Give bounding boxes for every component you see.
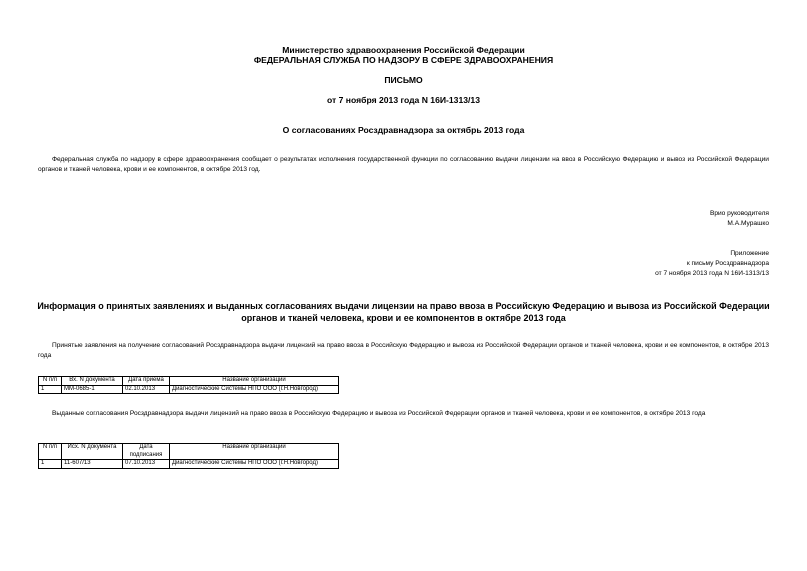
table-header-row — [39, 444, 339, 460]
table-cell: 1 — [39, 460, 62, 469]
column-header: Исх. N документа — [62, 444, 123, 460]
section1-paragraph: Принятые заявления на получение согласований Росздравнадзора выдачи лицензий на право ввоза в Российскую Федерацию и вывоза из Российской Федерации органов и тканей человека, крови и ее компонентов, в октябре 2013 года — [38, 342, 769, 359]
table-cell: Диагностические Системы НПО ООО (г.Н.Новгород) — [170, 460, 339, 469]
column-header: N п/п — [39, 444, 62, 460]
appendix-label: Приложение — [730, 250, 769, 257]
ministry-name: Министерство здравоохранения Российской Федерации — [282, 45, 525, 55]
column-header: Дата приема — [123, 377, 170, 386]
table-cell: 1 — [39, 385, 62, 394]
table-row — [39, 385, 339, 394]
column-header: Название организации — [170, 444, 339, 460]
table-cell: ММ-0685-1 — [62, 385, 123, 394]
info-title-line-1: Информация о принятых заявлениях и выданных согласованиях выдачи лицензии на право ввоза в Российскую Федерацию и вывоза из Российской Федерации — [37, 301, 770, 311]
table-cell: 02.10.2013 — [123, 385, 170, 394]
table-cell: 11-607/13 — [62, 460, 123, 469]
appendix-to-letter: к письму Росздравнадзора — [686, 260, 769, 267]
column-header: N п/п — [39, 377, 62, 386]
service-name: ФЕДЕРАЛЬНАЯ СЛУЖБА ПО НАДЗОРУ В СФЕРЕ ЗДРАВООХРАНЕНИЯ — [253, 55, 554, 65]
table-header-row — [39, 377, 339, 386]
table-cell: Диагностические Системы НПО ООО (г.Н.Новгород) — [170, 385, 339, 394]
document-type: ПИСЬМО — [384, 75, 423, 85]
document-subject: О согласованиях Росздравнадзора за октябрь 2013 года — [282, 125, 525, 135]
column-header: Название организации — [170, 377, 339, 386]
table-row — [39, 460, 339, 469]
document-date-number: от 7 ноября 2013 года N 16И-1313/13 — [327, 95, 480, 105]
issued-approvals-table — [38, 443, 339, 469]
column-header: Дата подписания — [123, 444, 170, 460]
appendix-date-number: от 7 ноября 2013 года N 16И-1313/13 — [655, 270, 769, 277]
column-header: Вх. N документа — [62, 377, 123, 386]
table-cell: 07.10.2013 — [123, 460, 170, 469]
signature-name: М.А.Мурашко — [727, 220, 769, 227]
section2-paragraph: Выданные согласования Росздравнадзора выдачи лицензий на право ввоза в Российскую Федерацию и вывоза из Российской Федерации органов и тканей человека, крови и ее компонентов, в октябре 2013 года — [52, 410, 706, 417]
accepted-applications-table — [38, 376, 339, 394]
signature-position: Врио руководителя — [709, 210, 769, 217]
info-title-line-2: органов и тканей человека, крови и ее компонентов в октябре 2013 года — [241, 313, 566, 323]
body-paragraph: Федеральная служба по надзору в сфере здравоохранения сообщает о результатах исполнения государственной функции по согласованию выдачи лицензии на ввоз в Российскую Федерацию и вывоз из Российской Федерации органов и тканей человека, крови и ее компонентов, в октябре 2013 год. — [38, 156, 769, 173]
